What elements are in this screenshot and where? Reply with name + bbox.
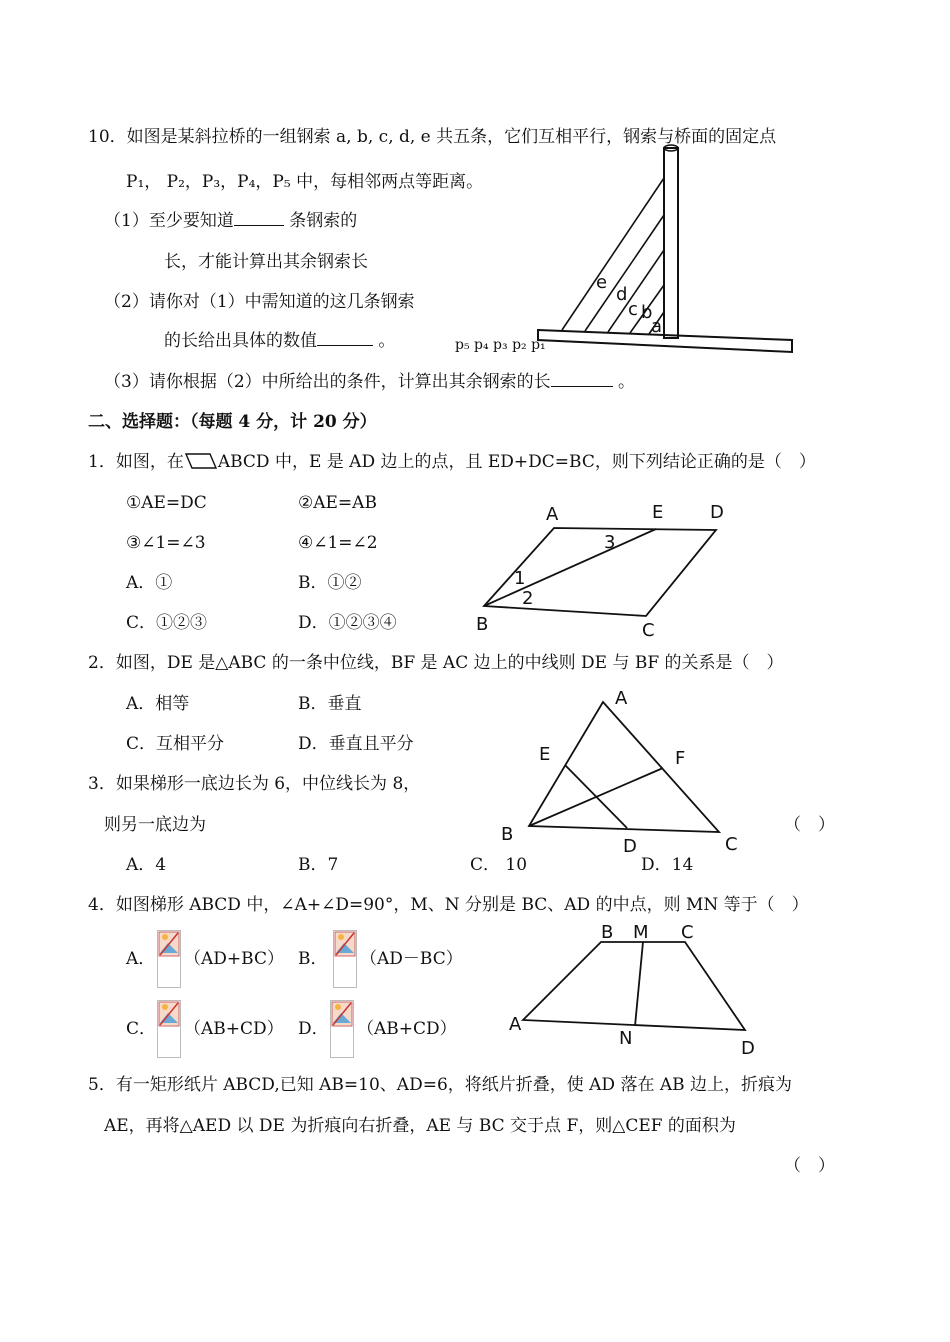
label-d: D [741,1038,755,1059]
q1-option-a[interactable]: A．① [126,573,173,593]
q10-part1: （1）至少要知道 条钢索的 [104,211,358,231]
segment-bf [529,768,663,826]
label-c: C [681,922,694,943]
q2-option-a[interactable]: A．相等 [126,694,190,714]
label-c: C [725,834,738,855]
cable-label-d: d [616,284,628,305]
parallelogram-figure [470,498,730,643]
q4-option-c-text: （AB+CD） [184,1019,284,1039]
label-a: A [509,1014,522,1035]
angle-label-2: 2 [522,588,534,609]
label-m: M [633,922,649,943]
angle-label-1: 1 [514,568,526,589]
q5-line1: 5．有一矩形纸片 ABCD,已知 AB=10、AD=6，将纸片折叠，使 AD 落在 AB 边上，折痕为 [88,1075,793,1095]
q4-stem: 4．如图梯形 ABCD 中，∠A+∠D=90°，M、N 分别是 BC、AD 的中点，则 MN 等于（ ） [88,895,809,915]
q3-stem-1: 3．如果梯形一底边长为 6，中位线长为 8， [88,774,421,794]
fraction-image-icon [157,930,181,988]
q3-answer-paren[interactable]: （ ） [784,815,835,835]
q4-option-b-text: （AD－BC） [360,949,463,969]
trapezoid-abcd [523,942,745,1030]
fraction-image-icon [157,1000,181,1058]
label-b: B [501,824,514,845]
angle-label-3: 3 [604,532,616,553]
q2-option-d[interactable]: D．垂直且平分 [298,734,414,754]
q1-option-c[interactable]: C．①②③ [126,613,208,633]
label-a: A [546,504,559,525]
parallelogram-icon [184,452,218,470]
label-d: D [623,836,637,857]
label-e: E [652,502,664,523]
trapezoid-figure [505,918,765,1060]
q1-statement-4: ④∠1=∠2 [298,533,378,553]
fraction-image-icon [330,1000,354,1058]
q4-option-b-label[interactable]: B． [298,949,328,969]
q4-option-a-label[interactable]: A． [126,949,156,969]
q1-stem: 1．如图，在 ABCD 中，E 是 AD 边上的点，且 ED+DC=BC，则下列结论正确的是（ ） [88,452,816,472]
q10-blank3[interactable] [551,386,613,387]
cable-label-a: a [651,316,663,337]
q3-option-a[interactable]: A．4 [126,855,167,875]
label-e: E [539,744,551,765]
q2-stem: 2．如图，DE 是△ABC 的一条中位线，BF 是 AC 边上的中线则 DE 与 BF 的关系是（ ） [88,653,784,673]
triangle-figure [495,680,755,860]
q10-part1-cont: 长，才能计算出其余钢索长 [164,252,368,272]
q10-line2: P₁， P₂，P₃，P₄，P₅ 中，每相邻两点等距离。 [126,172,484,192]
cable-label-b: b [641,302,653,323]
q10-line1: 10．如图是某斜拉桥的一组钢索 a, b, c, d, e 共五条，它们互相平行，钢索与桥面的固定点 [88,127,777,147]
label-n: N [619,1028,633,1049]
q3-stem-2: 则另一底边为 [104,815,206,835]
q3-option-c[interactable]: C． 10 [470,855,528,875]
q2-option-c[interactable]: C．互相平分 [126,734,225,754]
q10-part2-cont: 的长给出具体的数值 。 [164,331,396,351]
section-title: 二、选择题：（每题 4 分，计 20 分） [88,412,377,432]
q3-option-d[interactable]: D．14 [641,855,694,875]
q1-statement-1: ①AE=DC [126,493,207,513]
label-d: D [710,502,724,523]
segment-be [484,529,656,606]
q3-option-b[interactable]: B．7 [298,855,339,875]
q5-line2: AE，再将△AED 以 DE 为折痕向右折叠，AE 与 BC 交于点 F，则△CEF 的面积为 [104,1116,736,1136]
q4-option-c-label[interactable]: C． [126,1019,157,1039]
q1-statement-2: ②AE=AB [298,493,377,513]
q5-answer-paren[interactable]: （ ） [784,1156,835,1176]
q10-points-label: p₅ p₄ p₃ p₂ p₁ [455,337,546,353]
q1-option-b[interactable]: B．①② [298,573,362,593]
label-b: B [476,614,489,635]
bridge-figure [530,140,800,355]
cable-label-e: e [596,272,608,293]
q1-option-d[interactable]: D．①②③④ [298,613,397,633]
q10-blank2[interactable] [317,345,373,346]
bridge-tower [664,148,678,338]
label-c: C [642,620,655,641]
q10-part2: （2）请你对（1）中需知道的这几条钢索 [104,292,415,312]
q1-statement-3: ③∠1=∠3 [126,533,206,553]
label-a: A [615,688,628,709]
q10-blank1[interactable] [234,225,284,226]
q4-option-d-text: （AB+CD） [357,1019,457,1039]
q4-option-d-label[interactable]: D． [298,1019,329,1039]
label-b: B [601,922,614,943]
cable-label-c: c [628,299,638,320]
q4-option-a-text: （AD+BC） [184,949,284,969]
segment-mn [635,942,643,1026]
triangle-abc [529,702,719,832]
q2-option-b[interactable]: B．垂直 [298,694,362,714]
label-f: F [675,748,686,769]
q10-part3: （3）请你根据（2）中所给出的条件，计算出其余钢索的长 。 [104,372,636,392]
fraction-image-icon [333,930,357,988]
